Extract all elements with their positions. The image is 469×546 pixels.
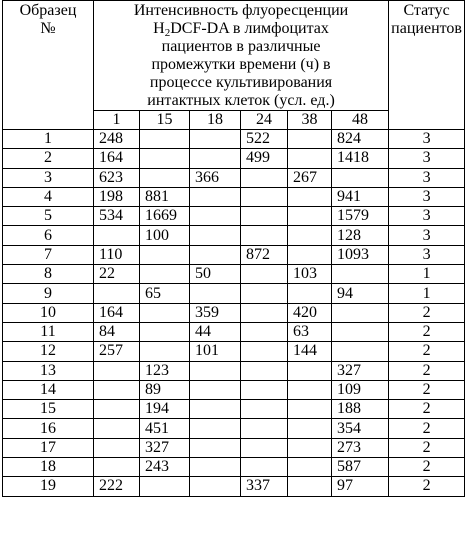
table-row <box>3 245 465 264</box>
intensity-value-cell: 243 <box>140 458 190 477</box>
intensity-value-cell: 248 <box>94 130 140 149</box>
table-body <box>3 130 465 497</box>
intensity-value-cell: 337 <box>241 477 288 496</box>
patient-status-cell: 2 <box>389 361 465 380</box>
intensity-value-cell: 194 <box>140 400 190 419</box>
intensity-value-cell <box>190 419 241 438</box>
sample-number-cell: 9 <box>3 284 94 303</box>
intensity-value-cell <box>288 207 332 226</box>
intensity-value-cell <box>241 303 288 322</box>
intensity-value-cell: 327 <box>140 438 190 457</box>
intensity-value-cell: 327 <box>332 361 389 380</box>
intensity-value-cell <box>140 245 190 264</box>
table-row <box>3 419 465 438</box>
patient-status-cell: 3 <box>389 168 465 187</box>
intensity-value-cell <box>94 400 140 419</box>
intensity-value-cell <box>140 303 190 322</box>
intensity-value-cell: 359 <box>190 303 241 322</box>
intensity-value-cell: 522 <box>241 130 288 149</box>
intensity-value-cell <box>288 149 332 168</box>
patient-status-cell: 3 <box>389 187 465 206</box>
intensity-value-cell: 881 <box>140 187 190 206</box>
intensity-value-cell: 109 <box>332 380 389 399</box>
intensity-value-cell <box>190 380 241 399</box>
intensity-value-cell: 273 <box>332 438 389 457</box>
sample-number-cell: 8 <box>3 265 94 284</box>
patient-status-cell: 3 <box>389 207 465 226</box>
table-row <box>3 458 465 477</box>
intensity-value-cell: 94 <box>332 284 389 303</box>
intensity-value-cell: 1579 <box>332 207 389 226</box>
intensity-value-cell: 100 <box>140 226 190 245</box>
intensity-value-cell <box>140 322 190 341</box>
intensity-value-cell <box>288 245 332 264</box>
sample-number-cell: 7 <box>3 245 94 264</box>
intensity-value-cell <box>140 477 190 496</box>
intensity-value-cell <box>190 130 241 149</box>
intensity-value-cell <box>241 168 288 187</box>
intensity-value-cell <box>190 438 241 457</box>
sample-number-cell: 19 <box>3 477 94 496</box>
intensity-value-cell <box>241 419 288 438</box>
intensity-value-cell: 63 <box>288 322 332 341</box>
intensity-value-cell <box>241 342 288 361</box>
intensity-value-cell <box>288 226 332 245</box>
intensity-value-cell: 103 <box>288 265 332 284</box>
intensity-value-cell: 198 <box>94 187 140 206</box>
sample-number-cell: 1 <box>3 130 94 149</box>
intensity-value-cell <box>190 477 241 496</box>
table-row <box>3 187 465 206</box>
patient-status-header: Статус пациентов <box>389 1 465 130</box>
table-row <box>3 149 465 168</box>
table-row <box>3 322 465 341</box>
table-row <box>3 303 465 322</box>
sample-number-cell: 15 <box>3 400 94 419</box>
intensity-value-cell: 144 <box>288 342 332 361</box>
intensity-value-cell <box>94 380 140 399</box>
intensity-value-cell: 164 <box>94 303 140 322</box>
sample-number-cell: 14 <box>3 380 94 399</box>
table-row <box>3 438 465 457</box>
sample-number-cell: 13 <box>3 361 94 380</box>
intensity-value-cell: 97 <box>332 477 389 496</box>
intensity-value-cell <box>140 168 190 187</box>
intensity-value-cell: 534 <box>94 207 140 226</box>
intensity-value-cell <box>94 458 140 477</box>
intensity-value-cell <box>288 438 332 457</box>
patient-status-cell: 1 <box>389 284 465 303</box>
intensity-value-cell <box>241 380 288 399</box>
intensity-value-cell <box>241 322 288 341</box>
intensity-value-cell: 84 <box>94 322 140 341</box>
patient-status-cell: 2 <box>389 438 465 457</box>
intensity-value-cell <box>241 207 288 226</box>
intensity-value-cell <box>94 361 140 380</box>
intensity-value-cell: 420 <box>288 303 332 322</box>
intensity-value-cell: 257 <box>94 342 140 361</box>
intensity-value-cell <box>140 342 190 361</box>
patient-status-cell: 2 <box>389 458 465 477</box>
table-row <box>3 342 465 361</box>
intensity-value-cell <box>140 149 190 168</box>
intensity-value-cell <box>241 187 288 206</box>
intensity-value-cell <box>190 361 241 380</box>
intensity-value-cell <box>288 380 332 399</box>
intensity-value-cell <box>288 130 332 149</box>
table-row <box>3 361 465 380</box>
intensity-value-cell: 872 <box>241 245 288 264</box>
intensity-value-cell: 188 <box>332 400 389 419</box>
intensity-value-cell <box>288 419 332 438</box>
intensity-value-cell <box>190 245 241 264</box>
patient-status-cell: 1 <box>389 265 465 284</box>
intensity-value-cell <box>332 322 389 341</box>
intensity-value-cell <box>332 303 389 322</box>
fluorescence-intensity-header: Интенсивность флуоресценции $H_2DCF-DA$ в лимфоцитах пациентов в различные промежутки времени (ч) в процессе культивирования интактных клеток (усл. ед.) <box>94 1 389 111</box>
sample-number-cell: 10 <box>3 303 94 322</box>
intensity-value-cell: 89 <box>140 380 190 399</box>
intensity-value-cell: 587 <box>332 458 389 477</box>
table-row <box>3 207 465 226</box>
intensity-value-cell <box>94 226 140 245</box>
intensity-value-cell <box>190 226 241 245</box>
sample-number-cell: 12 <box>3 342 94 361</box>
hour-header: 18 <box>190 111 241 130</box>
intensity-value-cell <box>241 284 288 303</box>
intensity-value-cell: 623 <box>94 168 140 187</box>
intensity-value-cell: 222 <box>94 477 140 496</box>
intensity-value-cell <box>94 284 140 303</box>
intensity-value-cell: 1418 <box>332 149 389 168</box>
intensity-value-cell <box>241 265 288 284</box>
intensity-value-cell: 824 <box>332 130 389 149</box>
intensity-value-cell <box>288 477 332 496</box>
intensity-value-cell: 65 <box>140 284 190 303</box>
sample-number-cell: 11 <box>3 322 94 341</box>
intensity-value-cell: 164 <box>94 149 140 168</box>
sample-number-cell: 2 <box>3 149 94 168</box>
intensity-value-cell <box>241 458 288 477</box>
intensity-value-cell: 267 <box>288 168 332 187</box>
patient-status-cell: 2 <box>389 380 465 399</box>
table-row <box>3 477 465 496</box>
intensity-value-cell <box>140 265 190 284</box>
intensity-value-cell <box>288 400 332 419</box>
intensity-value-cell <box>288 361 332 380</box>
intensity-value-cell <box>190 284 241 303</box>
table-row <box>3 400 465 419</box>
intensity-value-cell <box>190 400 241 419</box>
sample-number-header: Образец № <box>3 1 94 130</box>
intensity-value-cell <box>241 226 288 245</box>
intensity-value-cell <box>288 187 332 206</box>
intensity-value-cell <box>332 168 389 187</box>
table-row <box>3 130 465 149</box>
fluorescence-table <box>2 0 465 497</box>
intensity-value-cell <box>190 458 241 477</box>
table-row <box>3 265 465 284</box>
intensity-value-cell <box>332 342 389 361</box>
intensity-value-cell <box>94 419 140 438</box>
sample-number-cell: 4 <box>3 187 94 206</box>
intensity-value-cell: 50 <box>190 265 241 284</box>
hour-header: 15 <box>140 111 190 130</box>
patient-status-cell: 2 <box>389 400 465 419</box>
intensity-value-cell: 123 <box>140 361 190 380</box>
intensity-value-cell <box>94 438 140 457</box>
patient-status-cell: 3 <box>389 149 465 168</box>
hour-header: 24 <box>241 111 288 130</box>
intensity-value-cell <box>190 207 241 226</box>
sample-number-cell: 16 <box>3 419 94 438</box>
intensity-value-cell: 22 <box>94 265 140 284</box>
intensity-value-cell <box>140 130 190 149</box>
patient-status-cell: 2 <box>389 419 465 438</box>
intensity-value-cell: 1093 <box>332 245 389 264</box>
intensity-value-cell: 941 <box>332 187 389 206</box>
patient-status-cell: 2 <box>389 342 465 361</box>
intensity-value-cell: 1669 <box>140 207 190 226</box>
intensity-value-cell <box>241 361 288 380</box>
table-row <box>3 226 465 245</box>
intensity-value-cell <box>332 265 389 284</box>
intensity-value-cell: 366 <box>190 168 241 187</box>
sample-number-cell: 18 <box>3 458 94 477</box>
sample-number-cell: 17 <box>3 438 94 457</box>
intensity-value-cell: 101 <box>190 342 241 361</box>
patient-status-cell: 2 <box>389 477 465 496</box>
sample-number-cell: 6 <box>3 226 94 245</box>
intensity-value-cell <box>190 187 241 206</box>
intensity-value-cell <box>288 458 332 477</box>
sample-number-cell: 5 <box>3 207 94 226</box>
intensity-value-cell: 128 <box>332 226 389 245</box>
patient-status-cell: 3 <box>389 130 465 149</box>
intensity-value-cell: 499 <box>241 149 288 168</box>
intensity-value-cell: 110 <box>94 245 140 264</box>
intensity-value-cell: 451 <box>140 419 190 438</box>
intensity-value-cell: 44 <box>190 322 241 341</box>
intensity-value-cell: 354 <box>332 419 389 438</box>
intensity-value-cell <box>241 438 288 457</box>
sample-number-cell: 3 <box>3 168 94 187</box>
hour-header: 48 <box>332 111 389 130</box>
patient-status-cell: 2 <box>389 303 465 322</box>
table-row <box>3 168 465 187</box>
intensity-value-cell <box>190 149 241 168</box>
table-row <box>3 284 465 303</box>
table-row <box>3 380 465 399</box>
patient-status-cell: 2 <box>389 322 465 341</box>
hour-header: 1 <box>94 111 140 130</box>
hour-header: 38 <box>288 111 332 130</box>
intensity-value-cell <box>288 284 332 303</box>
intensity-value-cell <box>241 400 288 419</box>
patient-status-cell: 3 <box>389 226 465 245</box>
patient-status-cell: 3 <box>389 245 465 264</box>
